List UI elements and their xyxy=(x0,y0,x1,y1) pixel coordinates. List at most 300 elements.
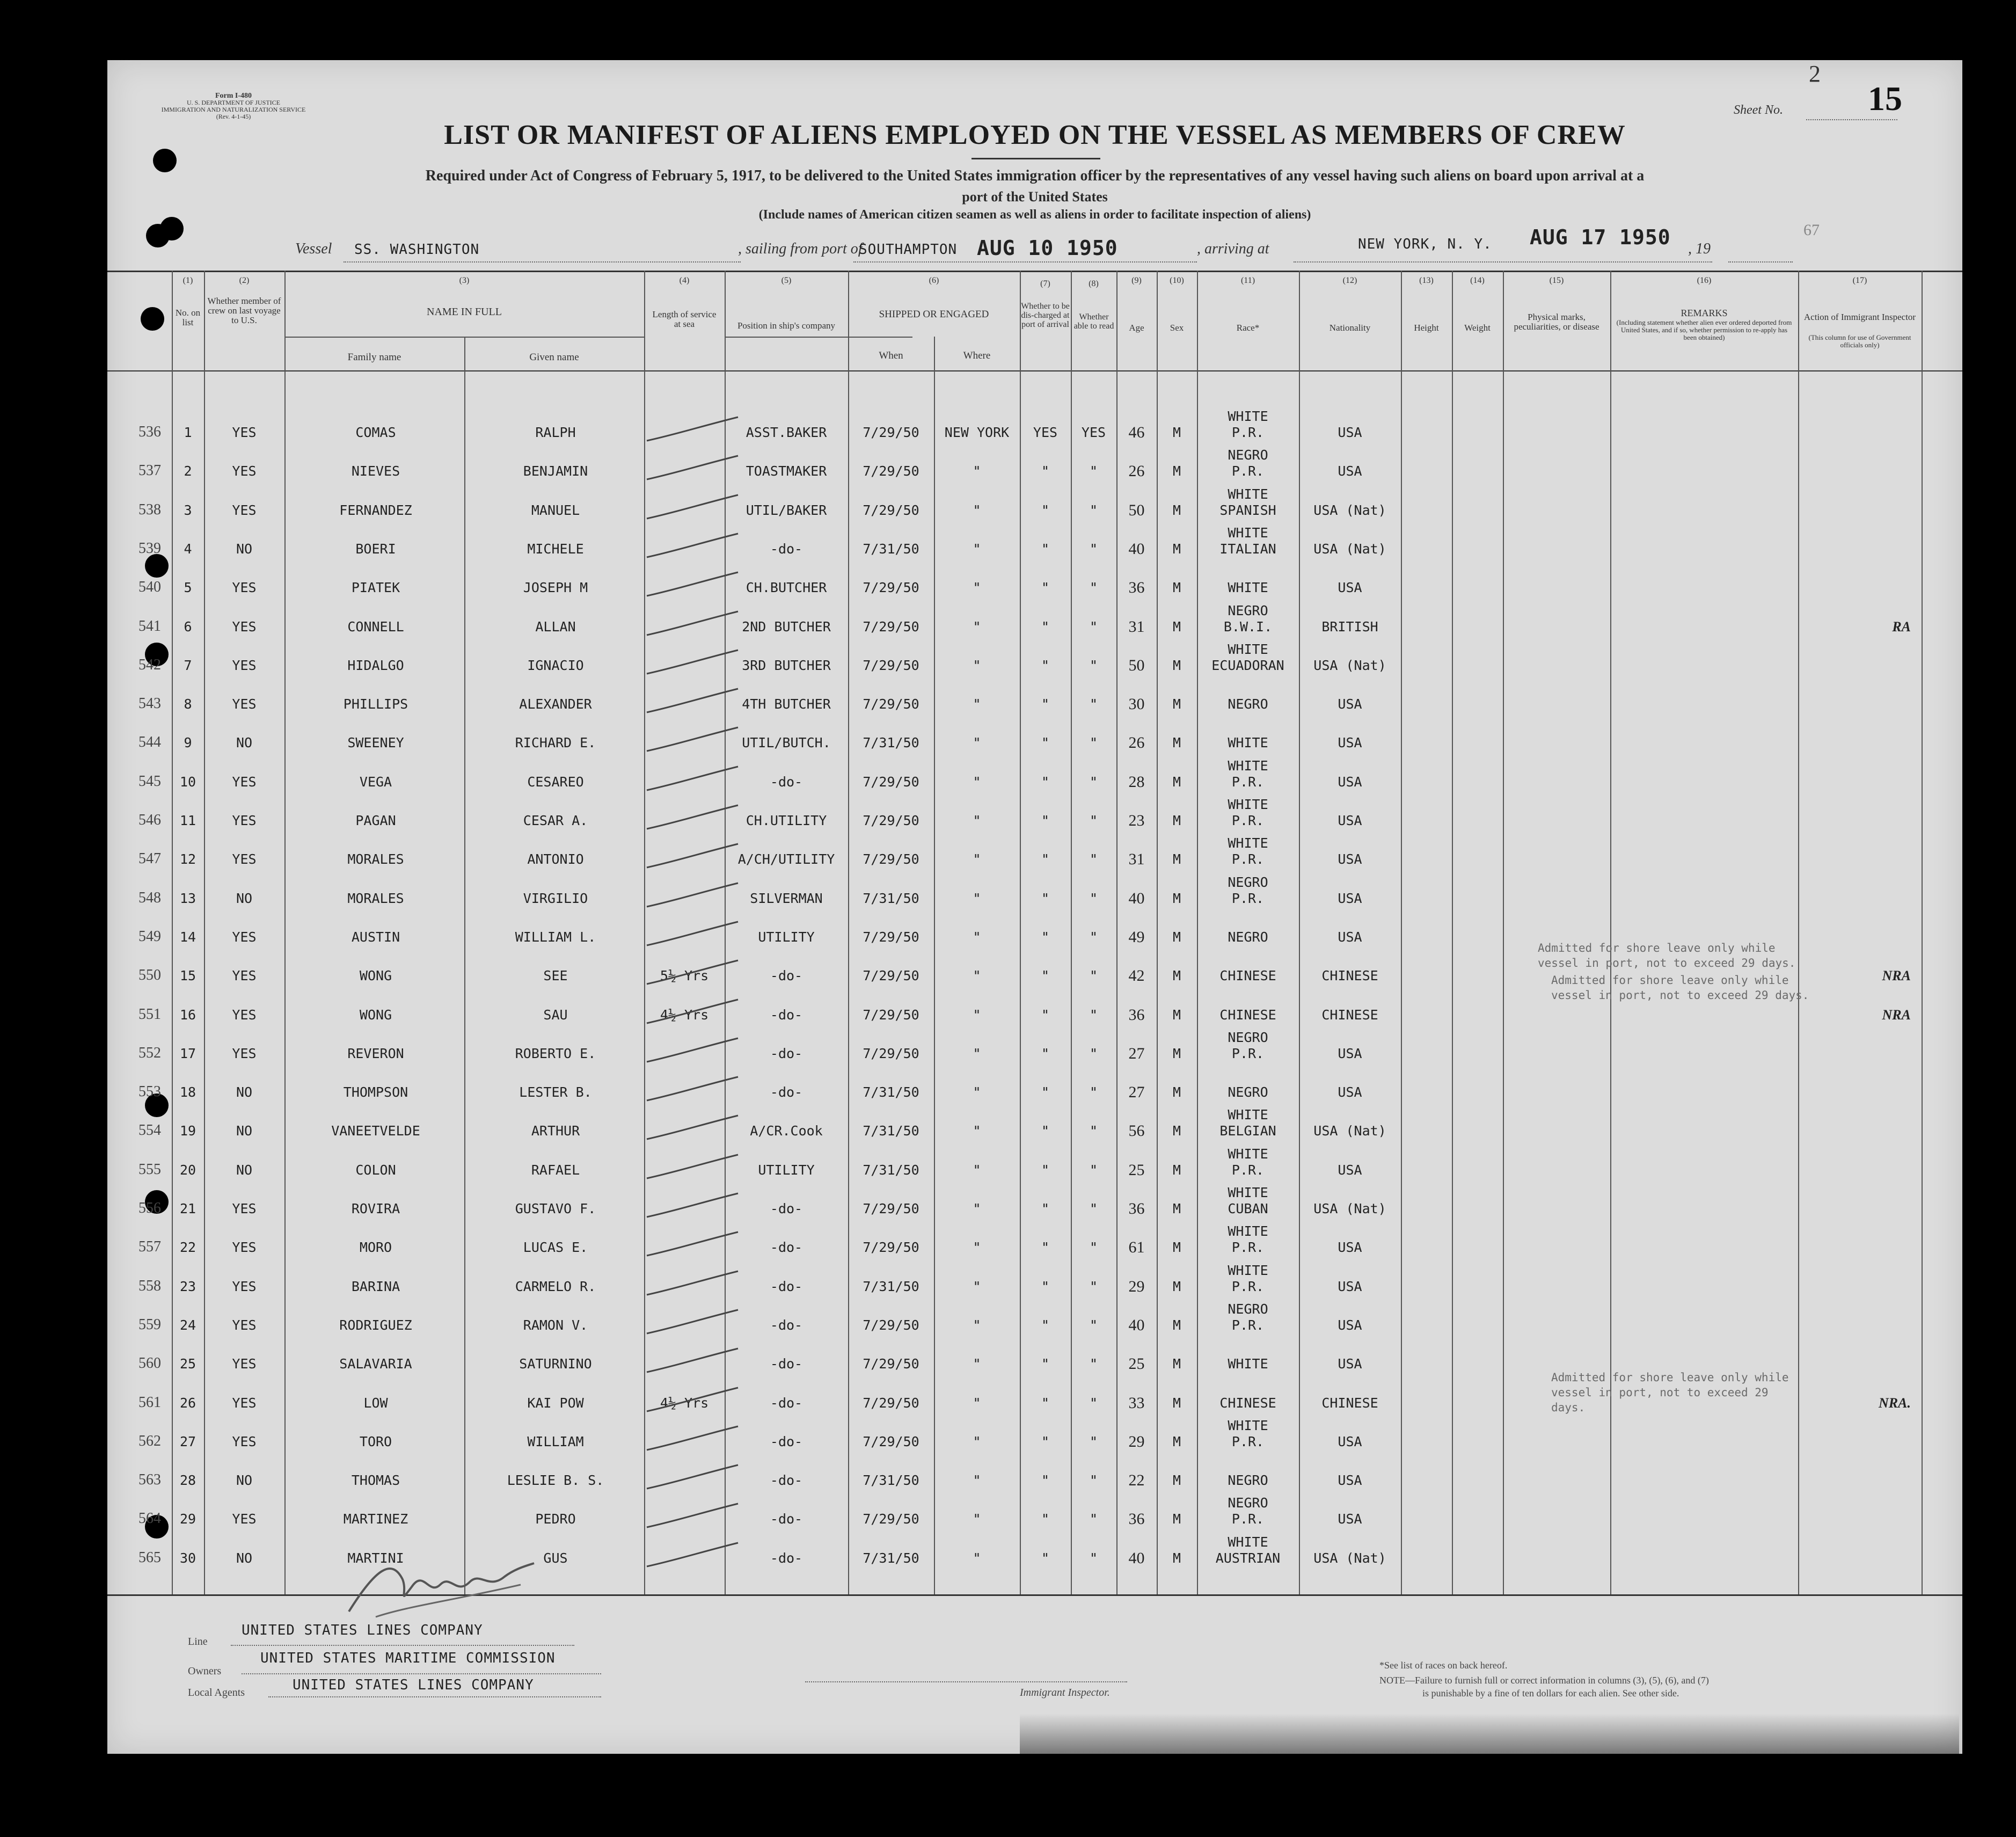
agents-label: Local Agents xyxy=(188,1687,245,1699)
last-voyage-cell: YES xyxy=(232,463,257,479)
age-cell: 46 xyxy=(1128,424,1145,441)
arrival-date-stamp: AUG 17 1950 xyxy=(1530,225,1671,249)
shipped-where-cell: " xyxy=(973,774,981,790)
able-to-read-cell: " xyxy=(1089,890,1098,906)
table-row xyxy=(107,1262,1962,1304)
col-header-action-sub: (This column for use of Government officials only) xyxy=(1808,333,1911,349)
row-number-cell: 23 xyxy=(179,1278,196,1294)
race-cell xyxy=(1197,1456,1299,1489)
last-voyage-cell: NO xyxy=(236,735,253,751)
nationality-cell: USA xyxy=(1338,774,1362,790)
table-row xyxy=(107,1146,1962,1188)
sex-cell: M xyxy=(1172,541,1181,557)
sex-cell: M xyxy=(1172,1045,1181,1061)
ledger-number: 562 xyxy=(138,1432,161,1449)
sex-cell: M xyxy=(1172,1550,1181,1566)
family-name-cell: COLON xyxy=(355,1162,396,1178)
ledger-number: 552 xyxy=(138,1044,161,1061)
race-cell xyxy=(1197,486,1299,519)
ledger-number: 553 xyxy=(138,1083,161,1100)
owners-value: UNITED STATES MARITIME COMMISSION xyxy=(260,1650,556,1666)
race-cell xyxy=(1197,1301,1299,1333)
inspector-action-cell: NRA xyxy=(1882,1007,1911,1023)
discharged-cell: " xyxy=(1041,696,1050,712)
position-cell: -do- xyxy=(770,1084,803,1100)
sheet-no-label: Sheet No. xyxy=(1734,103,1783,117)
discharged-cell: " xyxy=(1041,1433,1050,1449)
sex-cell: M xyxy=(1172,1472,1181,1489)
shipped-where-cell: " xyxy=(973,1433,981,1449)
ledger-number: 565 xyxy=(138,1549,161,1566)
table-top-border xyxy=(107,271,1962,272)
shipped-when-cell: 7/31/50 xyxy=(863,890,919,906)
nationality-cell: USA xyxy=(1338,1433,1362,1449)
position-cell: A/CH/UTILITY xyxy=(737,851,835,868)
row-number-cell: 25 xyxy=(179,1356,196,1372)
given-name-cell: SEE xyxy=(543,968,568,984)
sex-cell: M xyxy=(1172,1395,1181,1411)
age-cell: 23 xyxy=(1128,812,1145,829)
able-to-read-cell: " xyxy=(1089,696,1098,712)
race-cell xyxy=(1197,1263,1299,1295)
able-to-read-cell: " xyxy=(1089,541,1098,557)
shipped-where-cell: " xyxy=(973,502,981,518)
race-cell xyxy=(1197,603,1299,635)
ledger-number: 556 xyxy=(138,1200,161,1216)
checkmark-stroke xyxy=(644,1268,741,1300)
family-name-cell: THOMPSON xyxy=(343,1084,408,1100)
age-cell: 33 xyxy=(1128,1394,1145,1412)
col-num-6: (6) xyxy=(929,276,939,285)
torn-edge xyxy=(1020,1714,1959,1754)
checkmark-stroke xyxy=(644,1151,741,1184)
sex-cell: M xyxy=(1172,696,1181,712)
race-line-1: WHITE xyxy=(1228,1107,1268,1123)
family-name-cell: WONG xyxy=(359,968,392,984)
discharged-cell: " xyxy=(1041,1123,1050,1139)
last-voyage-cell: YES xyxy=(232,580,257,596)
vessel-label: Vessel xyxy=(295,240,332,257)
checkmark-stroke xyxy=(644,841,741,873)
agents-value: UNITED STATES LINES COMPANY xyxy=(293,1677,534,1693)
ledger-number: 549 xyxy=(138,928,161,945)
table-row xyxy=(107,567,1962,606)
shipped-when-cell: 7/29/50 xyxy=(863,968,919,984)
form-number: Form I-480 xyxy=(215,92,252,100)
title-underline xyxy=(972,158,1100,159)
race-cell xyxy=(1197,525,1299,557)
remark-shore-leave: Admitted for shore leave only while vessel in port, not to exceed 29 days. xyxy=(1538,942,1796,969)
race-cell xyxy=(1197,1223,1299,1256)
checkmark-stroke xyxy=(644,1307,741,1339)
race-line-1 xyxy=(1197,913,1299,929)
shipped-when-cell: 7/29/50 xyxy=(863,696,919,712)
col-num-8: (8) xyxy=(1089,279,1099,288)
able-to-read-cell: " xyxy=(1089,1007,1098,1023)
checkmark-stroke xyxy=(644,414,741,446)
shipped-when-cell: 7/29/50 xyxy=(863,929,919,945)
table-row xyxy=(107,1495,1962,1537)
table-row xyxy=(107,797,1962,839)
col-header-no: No. on list xyxy=(175,308,201,327)
row-number-cell: 4 xyxy=(184,541,192,557)
family-name-cell: THOMAS xyxy=(351,1472,400,1489)
col-num-7: (7) xyxy=(1040,279,1050,288)
row-number-cell: 8 xyxy=(184,696,192,712)
inspector-action-cell: NRA. xyxy=(1879,1395,1911,1411)
shipped-where-cell: " xyxy=(973,1550,981,1566)
col-header-sex: Sex xyxy=(1170,323,1184,333)
sex-cell: M xyxy=(1172,1240,1181,1256)
shipped-when-cell: 7/29/50 xyxy=(863,1511,919,1527)
sex-cell: M xyxy=(1172,580,1181,596)
row-number-cell: 3 xyxy=(184,502,192,518)
able-to-read-cell: " xyxy=(1089,580,1098,596)
race-line-1: WHITE xyxy=(1228,797,1268,812)
position-cell: UTIL/BAKER xyxy=(746,502,827,518)
ledger-number: 542 xyxy=(138,656,161,673)
table-row xyxy=(107,486,1962,528)
age-cell: 49 xyxy=(1128,928,1145,946)
remark-shore-leave: Admitted for shore leave only while vessel in port, not to exceed 29 days. xyxy=(1551,974,1809,1002)
age-cell: 26 xyxy=(1128,462,1145,480)
note-label: NOTE xyxy=(1379,1675,1405,1686)
discharged-cell: " xyxy=(1041,890,1050,906)
form-service: IMMIGRATION AND NATURALIZATION SERVICE xyxy=(161,106,306,113)
last-voyage-cell: YES xyxy=(232,968,257,984)
table-row xyxy=(107,1071,1962,1110)
sex-cell: M xyxy=(1172,1007,1181,1023)
table-row xyxy=(107,1301,1962,1343)
family-name-cell: TORO xyxy=(359,1433,392,1449)
last-voyage-cell: NO xyxy=(236,1472,253,1489)
row-number-cell: 14 xyxy=(179,929,196,945)
checkmark-stroke xyxy=(644,686,741,718)
col-num-4: (4) xyxy=(679,276,690,285)
race-line-2: P.R. xyxy=(1231,1433,1265,1449)
race-line-1: NEGRO xyxy=(1228,602,1268,618)
race-line-2: P.R. xyxy=(1231,463,1265,479)
age-cell: 40 xyxy=(1128,889,1145,907)
able-to-read-cell: " xyxy=(1089,502,1098,518)
race-line-1 xyxy=(1197,952,1299,968)
ledger-number: 563 xyxy=(138,1471,161,1489)
race-line-2: P.R. xyxy=(1231,774,1265,790)
given-name-cell: ALEXANDER xyxy=(519,696,592,712)
nationality-cell: USA xyxy=(1338,1356,1362,1372)
nationality-cell: BRITISH xyxy=(1321,618,1378,635)
nationality-cell: USA xyxy=(1338,580,1362,596)
margin-note: 67 xyxy=(1803,221,1820,239)
given-name-cell: ALLAN xyxy=(535,618,576,635)
checkmark-stroke xyxy=(644,647,741,679)
able-to-read-cell: " xyxy=(1089,1317,1098,1333)
col-num-16: (16) xyxy=(1697,276,1712,285)
col-header-service: Length of service at sea xyxy=(652,309,717,329)
checkmark-stroke xyxy=(644,1540,741,1572)
checkmark-stroke xyxy=(644,1074,741,1106)
checkmark-stroke xyxy=(644,530,741,563)
table-row xyxy=(107,602,1962,645)
family-name-cell: FERNANDEZ xyxy=(339,502,412,518)
col-header-discharged: Whether to be dis-charged at port of arrival xyxy=(1021,302,1070,329)
shipped-where-cell: " xyxy=(973,1045,981,1061)
race-line-2: CHINESE xyxy=(1219,1007,1276,1023)
sex-cell: M xyxy=(1172,968,1181,984)
sex-cell: M xyxy=(1172,1201,1181,1216)
owners-label: Owners xyxy=(188,1665,222,1677)
sex-cell: M xyxy=(1172,425,1181,440)
sex-cell: M xyxy=(1172,929,1181,945)
family-name-cell: PIATEK xyxy=(351,580,400,596)
position-cell: 2ND BUTCHER xyxy=(742,618,831,635)
col-header-remarks-sub: (Including statement whether alien ever ordered deported from United States, and if so, whether permission to re-apply has been obtained) xyxy=(1616,318,1792,341)
punch-hole xyxy=(141,307,164,331)
age-cell: 29 xyxy=(1128,1277,1145,1295)
discharged-cell: " xyxy=(1041,502,1050,518)
row-number-cell: 27 xyxy=(179,1433,196,1449)
last-voyage-cell: YES xyxy=(232,1433,257,1449)
given-name-cell: BENJAMIN xyxy=(523,463,588,479)
nationality-cell: USA xyxy=(1338,1511,1362,1527)
inspector-line xyxy=(805,1681,1127,1682)
position-cell: A/CR.Cook xyxy=(750,1123,823,1139)
race-line-2: P.R. xyxy=(1231,1278,1265,1294)
form-identifier xyxy=(148,92,319,120)
race-line-2: SPANISH xyxy=(1219,502,1276,518)
col-num-10: (10) xyxy=(1170,276,1184,285)
corner-mark: 2 xyxy=(1809,61,1821,87)
port-underline xyxy=(853,261,1197,263)
nationality-cell: USA (Nat) xyxy=(1313,541,1386,557)
discharged-cell: " xyxy=(1041,1240,1050,1256)
last-voyage-cell: NO xyxy=(236,890,253,906)
race-cell xyxy=(1197,952,1299,984)
position-cell: TOASTMAKER xyxy=(746,463,827,479)
ledger-number: 557 xyxy=(138,1238,161,1256)
family-name-cell: PAGAN xyxy=(355,813,396,828)
race-line-2: NEGRO xyxy=(1228,1084,1268,1100)
family-name-cell: BOERI xyxy=(355,541,396,557)
given-name-cell: GUS xyxy=(543,1550,568,1566)
vessel-underline xyxy=(344,261,741,263)
service-length-cell: 4½ Yrs xyxy=(660,1395,709,1411)
nationality-cell: CHINESE xyxy=(1321,1395,1378,1411)
given-name-cell: WILLIAM xyxy=(527,1433,584,1449)
sex-cell: M xyxy=(1172,1511,1181,1527)
race-line-2: P.R. xyxy=(1231,1240,1265,1256)
race-line-1 xyxy=(1197,1379,1299,1395)
discharged-cell: " xyxy=(1041,1472,1050,1489)
shipped-when-cell: 7/29/50 xyxy=(863,774,919,790)
discharged-cell: " xyxy=(1041,580,1050,596)
table-row xyxy=(107,447,1962,489)
nationality-cell: USA (Nat) xyxy=(1313,1123,1386,1139)
table-row xyxy=(107,524,1962,567)
race-line-2: P.R. xyxy=(1231,813,1265,828)
race-line-2: CHINESE xyxy=(1219,968,1276,984)
checkmark-stroke xyxy=(644,1190,741,1222)
col-num-9: (9) xyxy=(1131,276,1142,285)
discharged-cell: " xyxy=(1041,735,1050,751)
age-cell: 22 xyxy=(1128,1471,1145,1490)
position-cell: ASST.BAKER xyxy=(746,425,827,440)
age-cell: 25 xyxy=(1128,1161,1145,1179)
races-note: *See list of races on back hereof. xyxy=(1379,1660,1508,1671)
race-line-2: B.W.I. xyxy=(1223,618,1273,635)
position-cell: UTILITY xyxy=(758,1162,815,1178)
family-name-cell: LOW xyxy=(363,1395,388,1411)
shipped-where-cell: " xyxy=(973,929,981,945)
race-line-1 xyxy=(1197,719,1299,735)
race-line-1: NEGRO xyxy=(1228,447,1268,463)
shipped-when-cell: 7/29/50 xyxy=(863,813,919,828)
given-name-cell: LESLIE B. S. xyxy=(507,1472,604,1489)
fine-note xyxy=(1379,1675,1709,1686)
arrival-port: NEW YORK, N. Y. xyxy=(1358,236,1492,252)
col-num-3: (3) xyxy=(459,276,470,285)
able-to-read-cell: " xyxy=(1089,1356,1098,1372)
col-header-when: When xyxy=(879,350,903,361)
age-cell: 31 xyxy=(1128,617,1145,636)
age-cell: 36 xyxy=(1128,1005,1145,1024)
family-name-cell: SALAVARIA xyxy=(339,1356,412,1372)
nationality-cell: USA xyxy=(1338,696,1362,712)
position-cell: -do- xyxy=(770,541,803,557)
last-voyage-cell: YES xyxy=(232,1007,257,1023)
col-header-age: Age xyxy=(1129,323,1144,333)
shipped-when-cell: 7/29/50 xyxy=(863,1045,919,1061)
discharged-cell: " xyxy=(1041,1162,1050,1178)
last-voyage-cell: YES xyxy=(232,929,257,945)
shipped-when-cell: 7/29/50 xyxy=(863,1317,919,1333)
col-num-13: (13) xyxy=(1419,276,1434,285)
race-line-2: WHITE xyxy=(1228,580,1268,596)
arrival-underline xyxy=(1294,261,1712,263)
table-row xyxy=(107,641,1962,683)
shipped-when-cell: 7/29/50 xyxy=(863,580,919,596)
discharged-cell: " xyxy=(1041,1084,1050,1100)
table-row xyxy=(107,1460,1962,1498)
inspector-action-cell: RA xyxy=(1892,618,1911,635)
row-number-cell: 6 xyxy=(184,618,192,635)
row-number-cell: 10 xyxy=(179,774,196,790)
sex-cell: M xyxy=(1172,735,1181,751)
age-cell: 25 xyxy=(1128,1355,1145,1373)
race-cell xyxy=(1197,719,1299,751)
subtitle: Required under Act of Congress of February 5, 1917, to be delivered to the United States immigration officer by the representatives of any vessel having such aliens on board upon arrival at a xyxy=(425,167,1645,184)
shipped-when-cell: 7/29/50 xyxy=(863,425,919,440)
checkmark-stroke xyxy=(644,1229,741,1261)
shipped-subheader-rule xyxy=(725,337,912,338)
discharged-cell: " xyxy=(1041,1045,1050,1061)
race-line-1: NEGRO xyxy=(1228,1029,1268,1045)
shipped-when-cell: 7/29/50 xyxy=(863,1356,919,1372)
shipped-where-cell: NEW YORK xyxy=(944,425,1010,440)
last-voyage-cell: YES xyxy=(232,1045,257,1061)
race-cell xyxy=(1197,874,1299,907)
position-cell: -do- xyxy=(770,1433,803,1449)
ledger-number: 543 xyxy=(138,695,161,712)
ledger-number: 551 xyxy=(138,1005,161,1023)
given-name-cell: CESAR A. xyxy=(523,813,588,828)
nationality-cell: USA xyxy=(1338,1162,1362,1178)
race-line-1: WHITE xyxy=(1228,1417,1268,1433)
checkmark-stroke xyxy=(644,1112,741,1145)
col-header-position: Position in ship's company xyxy=(737,320,836,331)
discharged-cell: " xyxy=(1041,1278,1050,1294)
position-cell: -do- xyxy=(770,968,803,984)
able-to-read-cell: " xyxy=(1089,813,1098,828)
position-cell: -do- xyxy=(770,1278,803,1294)
nationality-cell: USA (Nat) xyxy=(1313,1201,1386,1216)
last-voyage-cell: YES xyxy=(232,851,257,868)
race-line-2: NEGRO xyxy=(1228,696,1268,712)
able-to-read-cell: " xyxy=(1089,1240,1098,1256)
nationality-cell: USA xyxy=(1338,1045,1362,1061)
sex-cell: M xyxy=(1172,1278,1181,1294)
shipped-where-cell: " xyxy=(973,1162,981,1178)
nationality-cell: USA (Nat) xyxy=(1313,657,1386,673)
shipped-where-cell: " xyxy=(973,968,981,984)
shipped-when-cell: 7/29/50 xyxy=(863,851,919,868)
shipped-where-cell: " xyxy=(973,657,981,673)
ledger-number: 560 xyxy=(138,1355,161,1372)
discharged-cell: " xyxy=(1041,463,1050,479)
able-to-read-cell: " xyxy=(1089,774,1098,790)
manifest-sheet xyxy=(107,60,1962,1754)
row-number-cell: 13 xyxy=(179,890,196,906)
col-num-2: (2) xyxy=(239,276,250,285)
note-text: —Failure to furnish full or correct information in columns (3), (5), (6), and (7) xyxy=(1405,1675,1709,1686)
given-name-cell: KAI POW xyxy=(527,1395,584,1411)
position-cell: -do- xyxy=(770,1472,803,1489)
given-name-cell: SAU xyxy=(543,1007,568,1023)
given-name-cell: LESTER B. xyxy=(519,1084,592,1100)
given-name-cell: VIRGILIO xyxy=(523,890,588,906)
table-row xyxy=(107,722,1962,761)
able-to-read-cell: " xyxy=(1089,1162,1098,1178)
given-name-cell: SATURNINO xyxy=(519,1356,592,1372)
race-cell xyxy=(1197,1379,1299,1411)
age-cell: 50 xyxy=(1128,501,1145,519)
race-line-2: WHITE xyxy=(1228,735,1268,751)
shipped-when-cell: 7/31/50 xyxy=(863,1472,919,1489)
nationality-cell: USA (Nat) xyxy=(1313,1550,1386,1566)
last-voyage-cell: NO xyxy=(236,1550,253,1566)
line-label: Line xyxy=(188,1636,208,1648)
given-name-cell: PEDRO xyxy=(535,1511,576,1527)
age-cell: 29 xyxy=(1128,1432,1145,1450)
col-header-name: NAME IN FULL xyxy=(427,306,502,318)
col-header-nationality: Nationality xyxy=(1329,323,1371,333)
given-name-cell: RALPH xyxy=(535,425,576,440)
col-header-height: Height xyxy=(1414,323,1439,333)
able-to-read-cell: " xyxy=(1089,1084,1098,1100)
row-number-cell: 28 xyxy=(179,1472,196,1489)
last-voyage-cell: YES xyxy=(232,502,257,518)
col-header-where: Where xyxy=(963,350,991,361)
race-line-1: WHITE xyxy=(1228,409,1268,424)
shipped-where-cell: " xyxy=(973,463,981,479)
nationality-cell: CHINESE xyxy=(1321,1007,1378,1023)
last-voyage-cell: YES xyxy=(232,618,257,635)
col-header-shipped: SHIPPED OR ENGAGED xyxy=(879,309,989,320)
year-label: , 19 xyxy=(1688,240,1711,257)
age-cell: 40 xyxy=(1128,1549,1145,1567)
shipped-where-cell: " xyxy=(973,541,981,557)
sex-cell: M xyxy=(1172,813,1181,828)
